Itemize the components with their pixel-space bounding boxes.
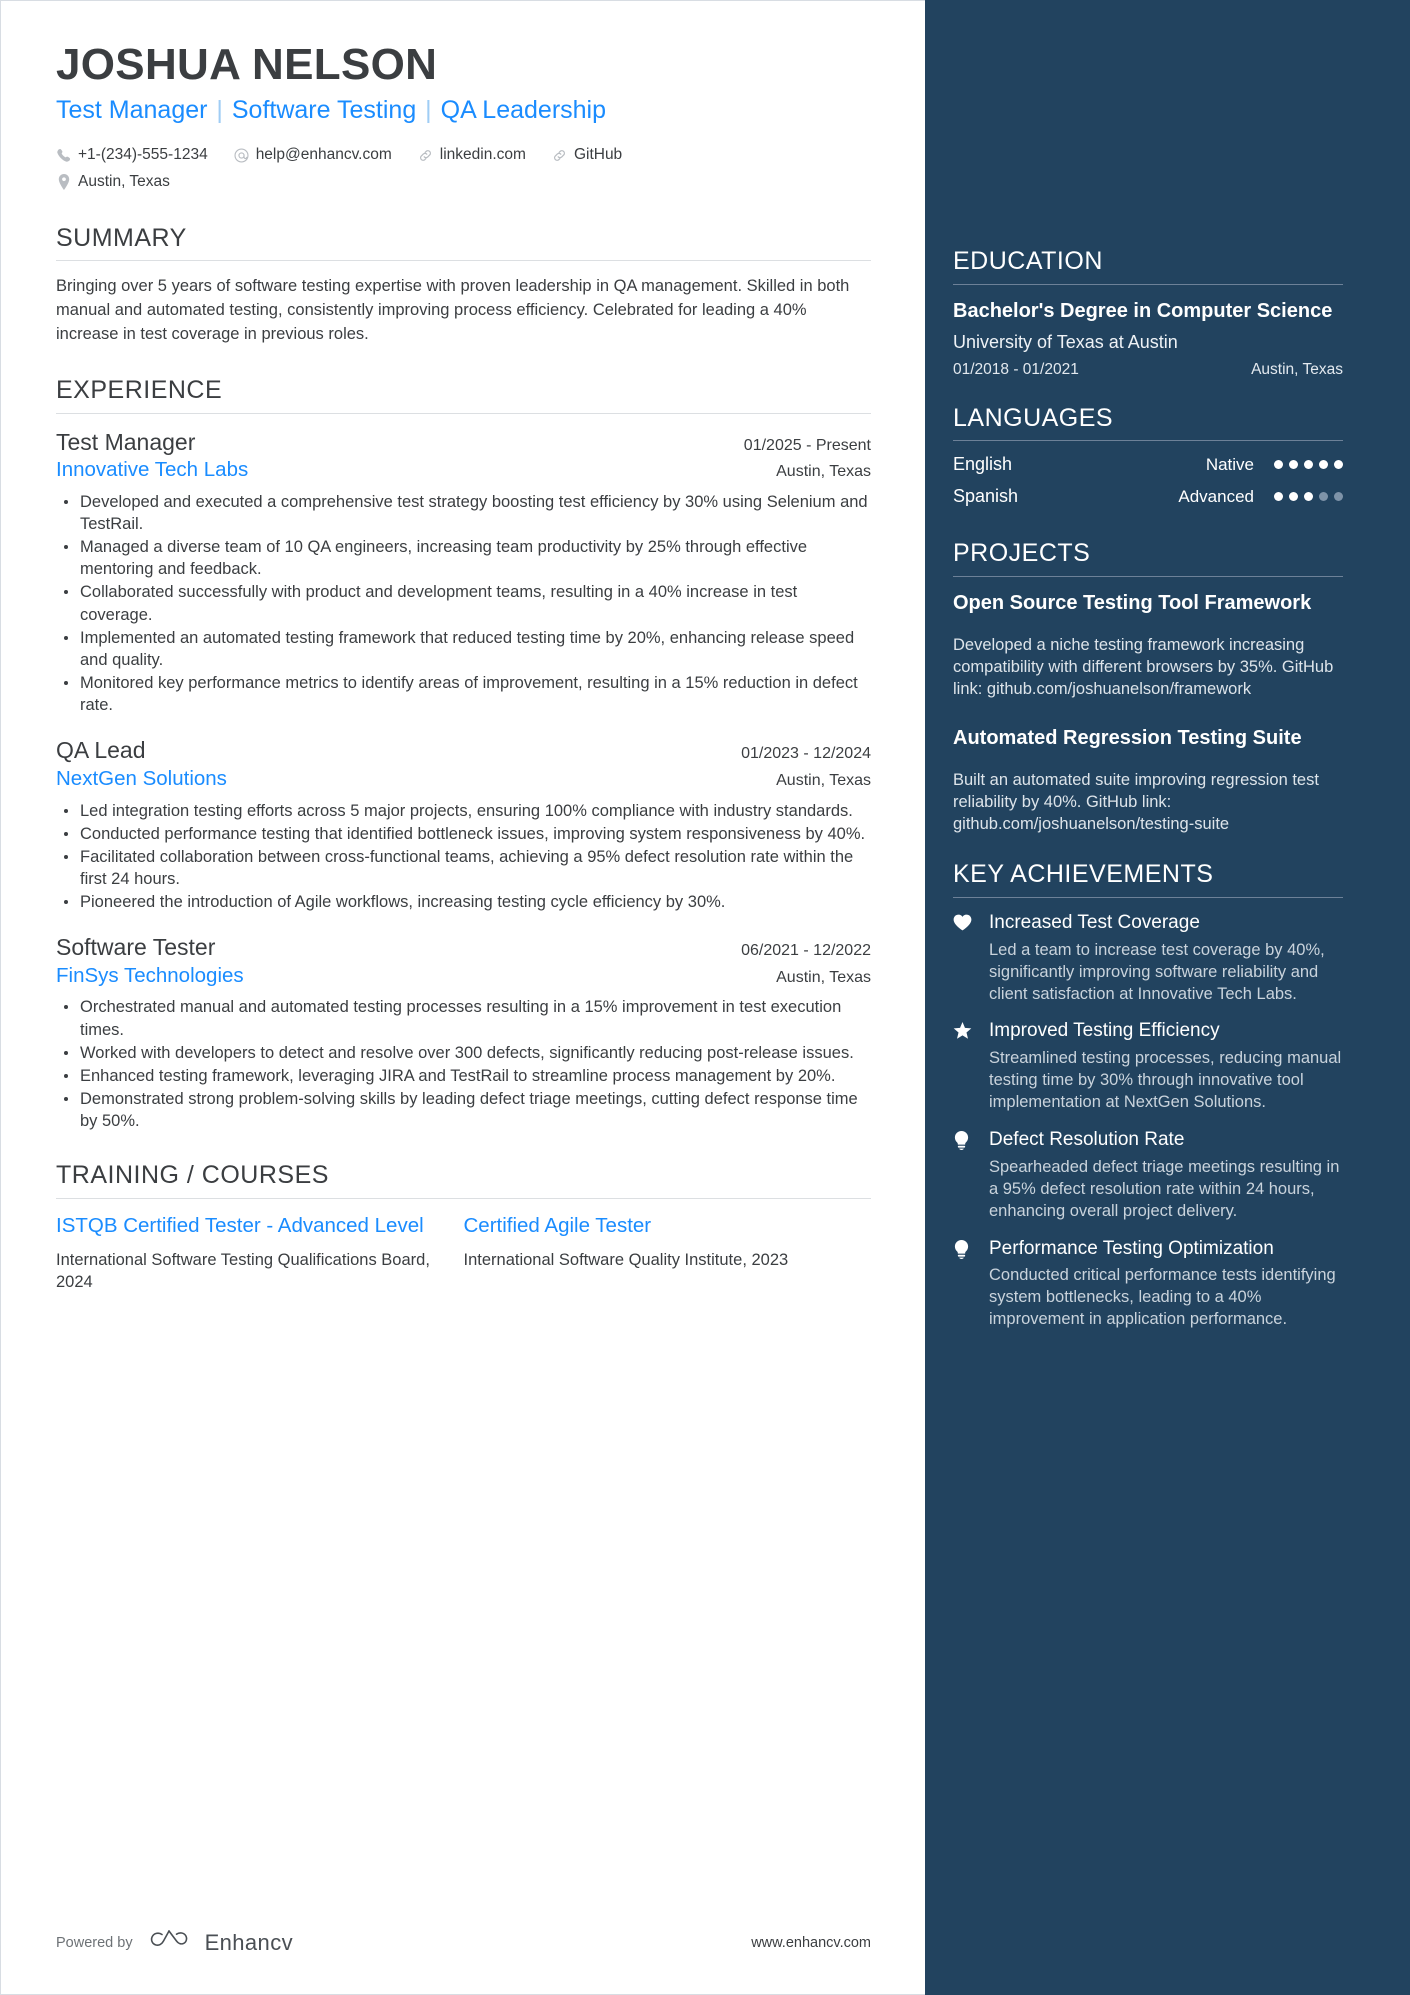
- lightbulb-icon: [953, 1237, 975, 1332]
- contact-label: +1-(234)-555-1234: [78, 146, 208, 164]
- proficiency-dot: [1334, 460, 1343, 469]
- experience-title-row: [56, 933, 871, 962]
- experience-company-row: [56, 766, 871, 793]
- job-bullet: Monitored key performance metrics to identify areas of improvement, resulting in a 15% reduction in defect rate.: [78, 672, 871, 716]
- sidebar: [925, 0, 1410, 1995]
- training-name[interactable]: ISTQB Certified Tester - Advanced Level: [56, 1213, 424, 1237]
- education-meta: [953, 361, 1343, 379]
- experience-heading: EXPERIENCE: [56, 376, 223, 405]
- job-bullet-list: [56, 996, 871, 1132]
- job-bullet: Conducted performance testing that identified bottleneck issues, improving system responsiveness by 40%.: [78, 823, 871, 845]
- job-dates: 01/2025 - Present: [743, 436, 871, 454]
- divider: [953, 576, 1343, 577]
- headline-part-1: Test Manager: [56, 96, 208, 125]
- achievement-title: Performance Testing Optimization: [989, 1237, 1274, 1259]
- language-proficiency-dots: [1274, 460, 1343, 469]
- project-name: Open Source Testing Tool Framework: [953, 591, 1312, 614]
- job-bullet: Worked with developers to detect and resolve over 300 defects, significantly reducing post-release issues.: [78, 1042, 871, 1064]
- achievement-title: Defect Resolution Rate: [989, 1129, 1185, 1151]
- divider: [56, 1198, 871, 1199]
- headline-part-3: QA Leadership: [440, 96, 607, 125]
- languages-section: [953, 405, 1343, 508]
- phone-icon: [56, 148, 71, 163]
- job-title: Software Tester: [56, 934, 216, 961]
- achievement-description: Streamlined testing processes, reducing manual testing time by 30% through innovative tool implementation at NextGen Solutions.: [989, 1049, 1342, 1112]
- training-list: [56, 1213, 871, 1293]
- proficiency-dot: [1274, 460, 1283, 469]
- projects-section: [953, 540, 1343, 835]
- job-bullet: Collaborated successfully with product and development teams, resulting in a 40% increase in test coverage.: [78, 581, 871, 625]
- contact-item-4[interactable]: [552, 143, 622, 168]
- summary-heading: SUMMARY: [56, 223, 187, 252]
- achievements-list: [953, 911, 1343, 1331]
- powered-by-block: [56, 1928, 293, 1957]
- achievement-description: Led a team to increase test coverage by 40%, significantly improving software reliability and client satisfaction at Innovative Tech Labs.: [989, 940, 1325, 1003]
- experience-list: [56, 428, 871, 1132]
- footer-website[interactable]: www.enhancv.com: [751, 1934, 871, 1951]
- contact-item-1[interactable]: [56, 143, 208, 168]
- experience-section: [56, 377, 871, 1132]
- achievement-entry: [953, 911, 1343, 1006]
- experience-entry: [56, 933, 871, 1132]
- experience-company-row: [56, 457, 871, 484]
- achievement-title: Improved Testing Efficiency: [989, 1020, 1220, 1042]
- link-icon: [418, 148, 433, 163]
- headline-separator: |: [209, 96, 230, 125]
- star-icon: [953, 1019, 975, 1114]
- powered-by-label: Powered by: [56, 1934, 133, 1951]
- experience-title-row: [56, 736, 871, 765]
- education-heading: EDUCATION: [953, 247, 1103, 275]
- contact-item-3[interactable]: [418, 143, 526, 168]
- training-entry: [56, 1213, 464, 1293]
- achievement-entry: [953, 1128, 1343, 1223]
- achievements-section: [953, 861, 1343, 1331]
- achievement-body: [975, 1237, 1343, 1332]
- candidate-name: JOSHUA NELSON: [56, 40, 438, 89]
- job-location: Austin, Texas: [776, 968, 871, 986]
- contact-label: linkedin.com: [439, 146, 526, 164]
- job-bullet: Demonstrated strong problem-solving skills by leading defect triage meetings, cutting defect response time by 50%.: [78, 1088, 871, 1132]
- contact-row: [56, 143, 871, 168]
- achievement-title: Increased Test Coverage: [989, 911, 1200, 933]
- contact-label: GitHub: [573, 146, 623, 164]
- heart-icon: [953, 911, 975, 1006]
- proficiency-dot: [1304, 460, 1313, 469]
- project-entry: [953, 725, 1343, 836]
- training-heading: TRAINING / COURSES: [56, 1161, 329, 1190]
- projects-heading: PROJECTS: [953, 539, 1091, 568]
- language-level: Native: [1205, 454, 1254, 474]
- brand-logo: [145, 1928, 293, 1957]
- candidate-headline: [56, 95, 871, 125]
- training-organization: International Software Quality Institute, 2023: [463, 1250, 789, 1269]
- education-dates: 01/2018 - 01/2021: [953, 360, 1079, 378]
- language-proficiency-dots: [1274, 492, 1343, 501]
- project-name: Automated Regression Testing Suite: [953, 726, 1302, 749]
- training-section: [56, 1162, 871, 1293]
- spacer: [953, 839, 1343, 861]
- job-company[interactable]: NextGen Solutions: [56, 766, 227, 790]
- location-pin-icon: [56, 175, 71, 190]
- achievement-body: [975, 1019, 1343, 1114]
- proficiency-dot: [1289, 492, 1298, 501]
- proficiency-dot: [1319, 460, 1328, 469]
- headline-separator: |: [418, 96, 439, 125]
- job-company[interactable]: Innovative Tech Labs: [56, 458, 249, 482]
- summary-section: [56, 225, 871, 347]
- project-description: Built an automated suite improving regression test reliability by 40%. GitHub link: github.com/joshuanelson/testing-suite: [953, 770, 1319, 834]
- link-icon: [552, 148, 567, 163]
- spacer: [953, 518, 1343, 540]
- language-name: Spanish: [953, 486, 1019, 507]
- job-location: Austin, Texas: [776, 771, 871, 789]
- job-location: Austin, Texas: [776, 463, 871, 481]
- achievement-body: [975, 1128, 1343, 1223]
- proficiency-dot: [1334, 492, 1343, 501]
- job-bullet-list: [56, 800, 871, 914]
- location-label: Austin, Texas: [78, 173, 170, 191]
- language-row: [953, 486, 1343, 507]
- spacer: [953, 383, 1343, 405]
- brand-name: Enhancv: [204, 1929, 293, 1955]
- job-bullet: Led integration testing efforts across 5 major projects, ensuring 100% compliance with industry standards.: [78, 800, 871, 822]
- job-bullet: Orchestrated manual and automated testing processes resulting in a 15% improvement in test execution times.: [78, 996, 871, 1040]
- job-dates: 01/2023 - 12/2024: [741, 745, 871, 763]
- contact-label: help@enhancv.com: [255, 146, 392, 164]
- training-name[interactable]: Certified Agile Tester: [463, 1213, 652, 1237]
- language-row: [953, 454, 1343, 475]
- contact-item-2[interactable]: [234, 143, 392, 168]
- experience-entry: [56, 428, 871, 716]
- lightbulb-icon: [953, 1128, 975, 1223]
- achievement-description: Spearheaded defect triage meetings resulting in a 95% defect resolution rate within 24 hours, enhancing overall project delivery.: [989, 1157, 1340, 1220]
- divider: [56, 260, 871, 261]
- achievement-description: Conducted critical performance tests identifying system bottlenecks, leading to a 40% improvement in application performance.: [989, 1266, 1336, 1329]
- job-bullet: Facilitated collaboration between cross-functional teams, achieving a 95% defect resolution rate within the first 24 hours.: [78, 846, 871, 890]
- proficiency-dot: [1319, 492, 1328, 501]
- job-bullet: Enhanced testing framework, leveraging JIRA and TestRail to streamline process management by 20%.: [78, 1065, 871, 1087]
- achievement-entry: [953, 1237, 1343, 1332]
- education-school: University of Texas at Austin: [953, 331, 1178, 352]
- summary-text: Bringing over 5 years of software testing expertise with proven leadership in QA management. Skilled in both manual and automated testing, consistently improving process efficiency. Celebrated for leading a 40% increase in test coverage in previous roles.: [56, 277, 850, 344]
- divider: [953, 284, 1343, 285]
- resume-header: [56, 40, 871, 195]
- proficiency-dot: [1304, 492, 1313, 501]
- contact-location[interactable]: [56, 170, 170, 195]
- languages-heading: LANGUAGES: [953, 403, 1114, 432]
- headline-part-2: Software Testing: [231, 96, 417, 125]
- education-location: Austin, Texas: [1251, 360, 1343, 378]
- training-organization: International Software Testing Qualifications Board, 2024: [56, 1250, 430, 1291]
- proficiency-dot: [1289, 460, 1298, 469]
- proficiency-dot: [1274, 492, 1283, 501]
- experience-company-row: [56, 963, 871, 990]
- divider: [953, 897, 1343, 898]
- project-entry: [953, 590, 1343, 701]
- job-company[interactable]: FinSys Technologies: [56, 963, 244, 987]
- education-section: [953, 248, 1343, 379]
- email-icon: [234, 148, 249, 163]
- job-bullet-list: [56, 491, 871, 716]
- divider: [56, 413, 871, 414]
- job-title: QA Lead: [56, 737, 146, 764]
- education-degree: Bachelor's Degree in Computer Science: [953, 299, 1333, 322]
- projects-list: [953, 590, 1343, 836]
- experience-entry: [56, 736, 871, 913]
- training-entry: [464, 1213, 872, 1293]
- achievement-entry: [953, 1019, 1343, 1114]
- location-row: [56, 170, 871, 195]
- achievements-heading: KEY ACHIEVEMENTS: [953, 860, 1214, 889]
- project-description: Developed a niche testing framework increasing compatibility with different browsers by 35%. GitHub link: github.com/joshuanelson/framework: [953, 635, 1334, 699]
- job-title: Test Manager: [56, 428, 196, 455]
- job-bullet: Pioneered the introduction of Agile workflows, increasing testing cycle efficiency by 30%.: [78, 891, 871, 913]
- job-bullet: Implemented an automated testing framework that reduced testing time by 20%, enhancing release speed and quality.: [78, 627, 871, 671]
- job-bullet: Developed and executed a comprehensive test strategy boosting test efficiency by 30% using Selenium and TestRail.: [78, 491, 871, 535]
- experience-title-row: [56, 428, 871, 457]
- divider: [953, 440, 1343, 441]
- page-footer: [56, 1928, 871, 1957]
- enhancv-mark-icon: [145, 1928, 197, 1957]
- job-bullet: Managed a diverse team of 10 QA engineers, increasing team productivity by 25% through effective mentoring and feedback.: [78, 536, 871, 580]
- language-level: Advanced: [1178, 486, 1254, 506]
- language-name: English: [953, 454, 1013, 475]
- job-dates: 06/2021 - 12/2022: [741, 942, 871, 960]
- achievement-body: [975, 911, 1343, 1006]
- languages-list: [953, 454, 1343, 507]
